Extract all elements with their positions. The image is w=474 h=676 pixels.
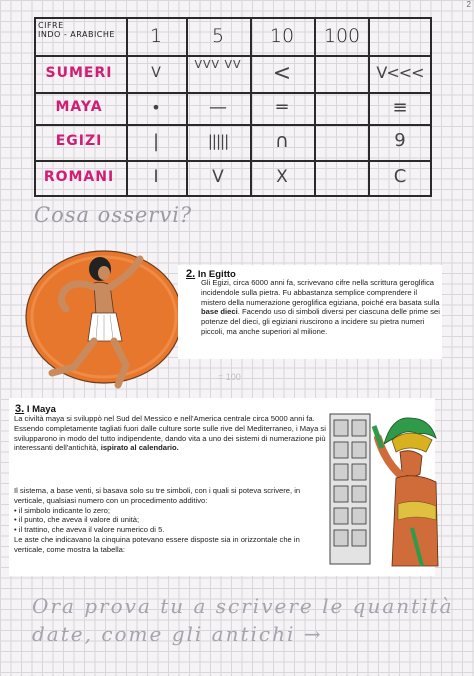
civ-label-maya: MAYA xyxy=(55,99,103,115)
symbol-cell: ||||| xyxy=(207,132,229,150)
paragraph-bold-text: base dieci xyxy=(201,307,238,317)
symbol-cell: I xyxy=(153,167,159,187)
header-5: 5 xyxy=(211,25,225,47)
header-10: 10 xyxy=(269,25,295,47)
table-line xyxy=(34,17,432,19)
symbol-cell: | xyxy=(152,131,160,152)
page-number: 2 xyxy=(466,0,471,9)
table-line xyxy=(34,124,432,126)
paragraph-text: La civiltà maya si sviluppò nel Sud del Messico e nell'America centrale circa 5000 anni fa. Essendo completamente tagliati fuori dalle culture sorte sulle rive del Mediterraneo, i Maya si svilupparono in modo del tutto indipendente, dando vita a uno dei sistemi di numerazione più interessanti dell'antichità, xyxy=(14,414,326,453)
paragraph-text: Le aste che indicavano la cinquina potevano essere disposte sia in orizzontale che in verticale, come mostra la tabella: xyxy=(14,534,300,554)
numerals-table xyxy=(34,17,432,197)
section-number: 2. xyxy=(186,268,196,280)
bullet-item: • il punto, che aveva il valore di unità; xyxy=(14,515,140,525)
section-title-text: In Egitto xyxy=(197,269,236,280)
header-1: 1 xyxy=(149,25,163,47)
handwritten-closing: Ora prova tu a scrivere le quantità date, come gli antichi → xyxy=(32,594,454,646)
civ-label-romani: ROMANI xyxy=(43,169,115,185)
faded-background-text: = 100 xyxy=(218,372,241,382)
symbol-cell: X xyxy=(276,167,288,187)
table-line xyxy=(34,160,432,162)
corner-label-line: INDO - ARABICHE xyxy=(38,30,115,39)
egypt-paragraph xyxy=(201,278,441,337)
paragraph-text: Il sistema, a base venti, si basava solo su tre simboli, con i quali si poteva scrivere, in verticale, qualsiasi numero con un procedimento additivo: xyxy=(14,486,301,505)
symbol-cell: V<<< xyxy=(376,63,424,82)
bullet-text: il trattino, che aveva il valore numerico di 5. xyxy=(18,525,165,535)
paragraph-text: Gli Egizi, circa 6000 anni fa, scrivevano cifre nella scrittura geroglifica incidendole sulla pietra. Fu abbastanza semplice comprendere il mistero della numerazione geroglifica egiziana, poiché era basata sulla xyxy=(201,278,440,307)
paragraph-bold-text: ispirato al calendario. xyxy=(100,443,179,453)
symbol-cell: ≡ xyxy=(392,97,408,118)
civ-label-egizi: EGIZI xyxy=(55,133,103,149)
symbol-cell: C xyxy=(393,166,407,187)
symbol-cell: 9 xyxy=(394,130,406,151)
symbol-cell: V xyxy=(151,65,161,81)
corner-label xyxy=(38,21,126,39)
maya-paragraph-1 xyxy=(14,414,344,453)
symbol-cell: • xyxy=(151,98,161,117)
handwritten-question: Cosa osservi? xyxy=(34,203,193,227)
bullet-text: il punto, che aveva il valore di unità; xyxy=(18,515,140,525)
symbol-cell: VVV VV xyxy=(194,58,242,71)
section-title-text: I Maya xyxy=(26,404,56,415)
corner-label-line: CIFRE xyxy=(38,21,64,30)
symbol-cell: V xyxy=(212,167,224,187)
table-line xyxy=(34,92,432,94)
symbol-cell: ═ xyxy=(276,97,288,118)
maya-figure-illustration xyxy=(326,408,444,570)
bullet-item: • il trattino, che aveva il valore numerico di 5. xyxy=(14,525,165,535)
section-number: 3. xyxy=(15,403,25,415)
egyptian-figure-illustration xyxy=(22,245,182,395)
table-line xyxy=(34,55,432,57)
civ-label-sumeri: SUMERI xyxy=(45,65,113,81)
bullet-item: • il simbolo indicante lo zero; xyxy=(14,505,110,515)
symbol-cell: — xyxy=(209,97,227,118)
symbol-cell: ∩ xyxy=(275,130,289,152)
header-100: 100 xyxy=(323,25,361,47)
table-line xyxy=(34,195,432,197)
maya-paragraph-2 xyxy=(14,486,332,555)
symbol-cell: < xyxy=(272,61,292,86)
paragraph-text: . Facendo uso di simboli diversi per ciascuna delle prime sei potenze del dieci, gli egiziani riuscirono a incidere su pietra numeri piccoli, ma anche superiori al milione. xyxy=(201,307,440,336)
bullet-text: il simbolo indicante lo zero; xyxy=(18,505,110,515)
